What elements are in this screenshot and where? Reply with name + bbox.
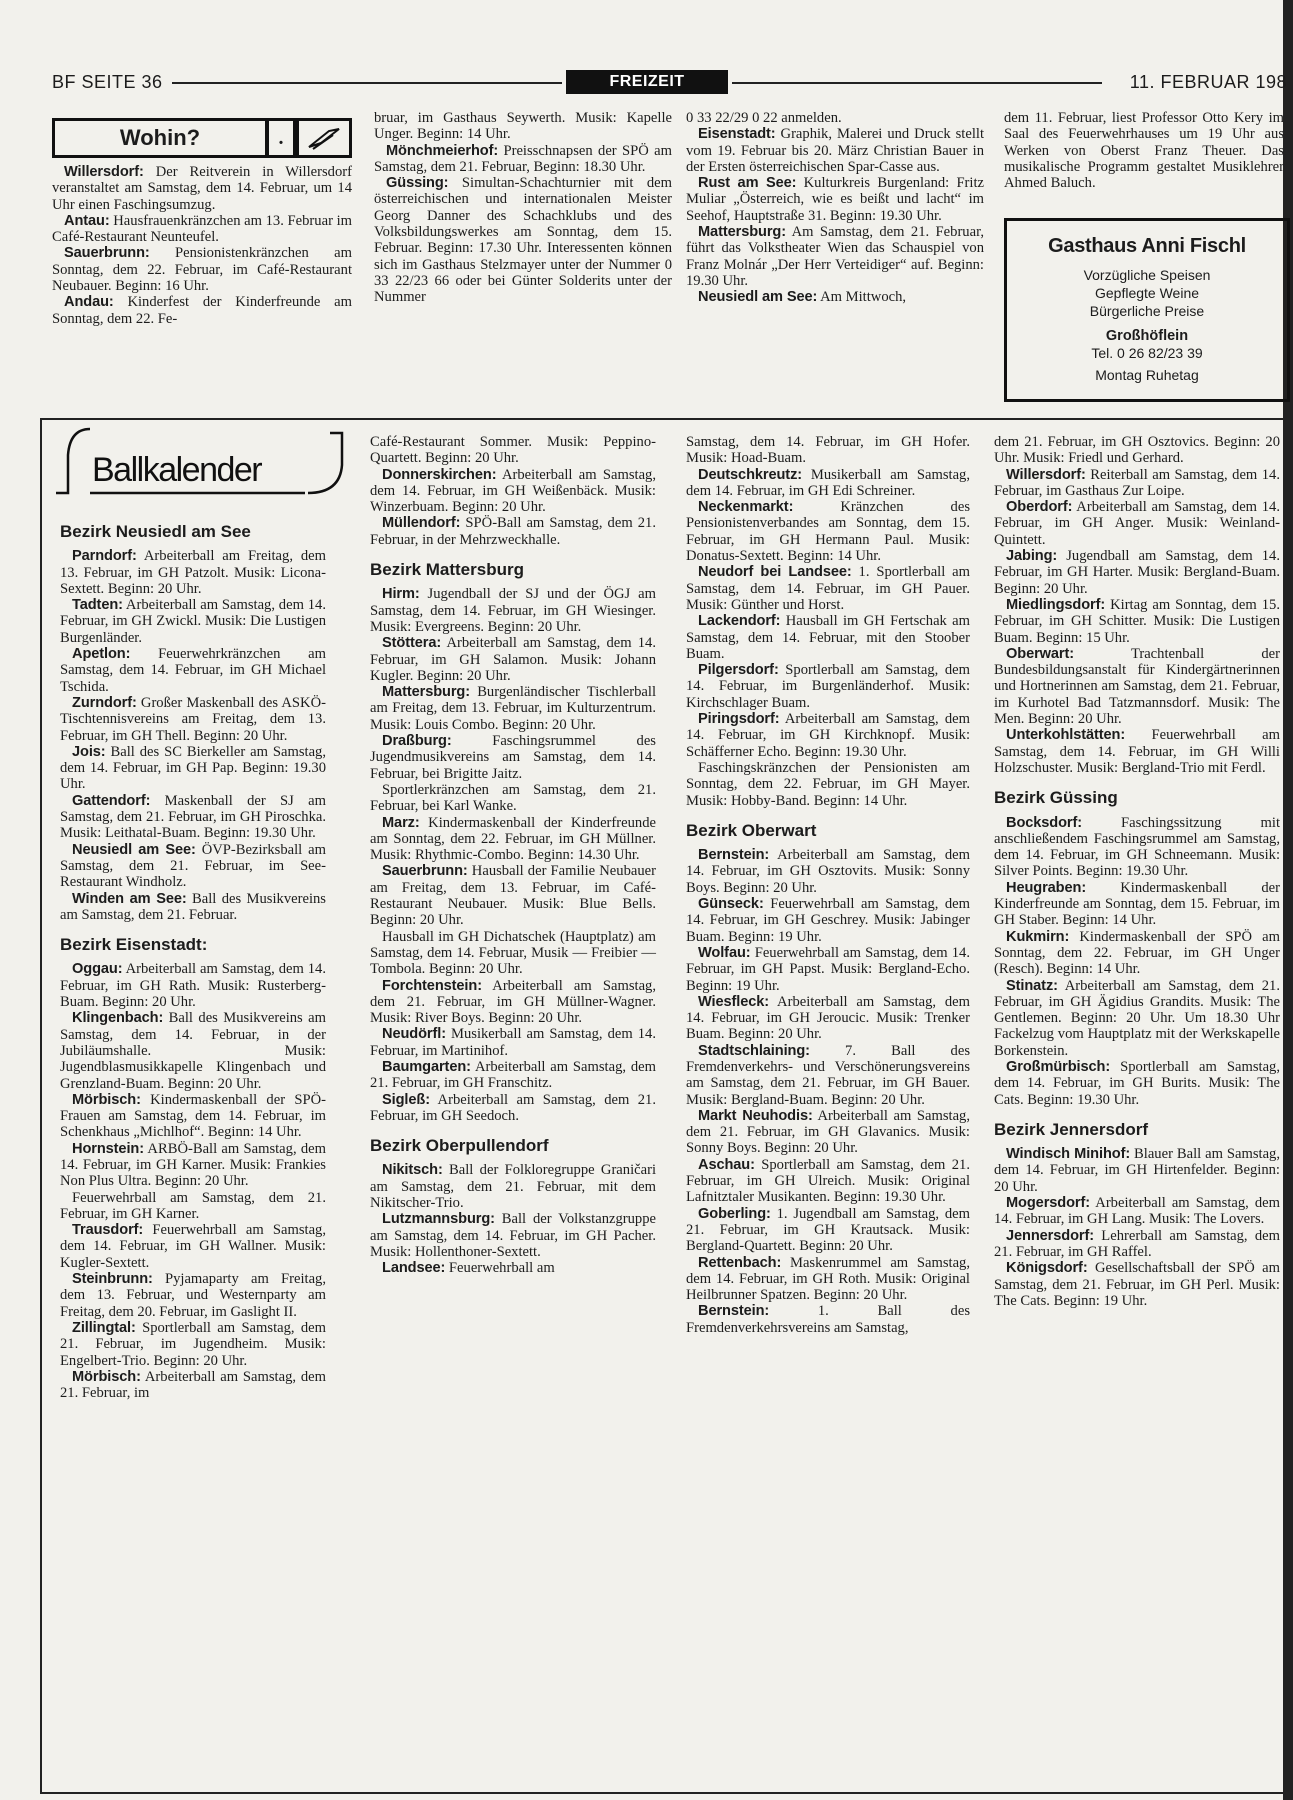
entry-text: Hausfrauenkränzchen am 13. Februar im Café-Restaurant Neunteufel. xyxy=(52,212,352,246)
entry-place: Neusiedl am See: xyxy=(698,289,818,306)
entry-place: Stinatz: xyxy=(1006,977,1058,994)
ad-line-1: Vorzügliche Speisen xyxy=(1083,267,1211,283)
event-entry xyxy=(686,896,970,945)
event-entry xyxy=(370,1059,656,1092)
wohin-column-3 xyxy=(686,110,984,306)
pen-icon xyxy=(296,118,352,158)
entry-text: Lehrerball am Samstag, dem 21. Februar, im GH Raffel. xyxy=(994,1227,1280,1260)
ad-line-3: Bürgerliche Preise xyxy=(1089,303,1205,319)
entry-text: ÖVP-Bezirksball am Samstag, dem 21. Februar, im See-Restaurant Windholz. xyxy=(60,841,326,891)
entry-text: Kirtag am Sonntag, dem 15. Februar, im GH Schitter. Musik: Die Lustigen Buam. Beginn: 15 Uhr. xyxy=(994,596,1280,646)
header-rule-right xyxy=(732,82,1102,84)
entry-place: Müllendorf: xyxy=(382,515,461,532)
event-entry xyxy=(994,597,1280,646)
event-entry xyxy=(686,760,970,809)
wohin-column-1 xyxy=(52,164,352,327)
event-entry xyxy=(686,1206,970,1255)
entry-place: Mönchmeierhof: xyxy=(386,142,499,159)
event-entry xyxy=(686,994,970,1043)
event-entry xyxy=(686,467,970,500)
entry-place: Mattersburg: xyxy=(382,684,470,701)
event-entry xyxy=(994,1059,1280,1108)
entry-text: Sportlerball am Samstag, dem 21. Februar, im GH Ulreich. Musik: Original Lafnitztaler Musikanten. Beginn: 19.30 Uhr. xyxy=(686,1156,970,1206)
entry-place: Neusiedl am See: xyxy=(72,841,196,858)
entry-text: Ball der Folkloregruppe Graničari am Samstag, dem 21. Februar, mit dem Nikitscher-Trio. xyxy=(370,1162,656,1212)
event-entry xyxy=(60,961,326,1010)
entry-text: Arbeiterball am Samstag, dem 14. Februar, im GH Rath. Musik: Rusterberg-Buam. Beginn: 20 Uhr. xyxy=(60,961,326,1011)
entry-text: Ball des Musikvereins am Samstag, dem 21. Februar. xyxy=(60,890,326,923)
entry-place: Gattendorf: xyxy=(72,792,151,809)
event-entry xyxy=(994,1260,1280,1309)
entry-text: Ball des SC Bierkeller am Samstag, dem 14. Februar, im GH Pap. Beginn: 19.30 Uhr. xyxy=(60,743,326,793)
entry-place: Bocksdorf: xyxy=(1006,814,1083,831)
entry-place: Draßburg: xyxy=(382,733,452,750)
event-entry xyxy=(686,499,970,564)
event-entry xyxy=(60,1222,326,1271)
entry-text: Kindermaskenball der Kinderfreunde am Sonntag, dem 15. Februar, im GH Staber. Beginn: 14 Uhr. xyxy=(994,879,1280,929)
entry-text: Kulturkreis Burgenland: Fritz Muliar „Österreich, wie es beißt und lacht“ im Seehof, Hauptstraße 31. Beginn: 19.30 Uhr. xyxy=(686,175,985,224)
entry-place: Marz: xyxy=(382,814,420,831)
entry-text: Ball der Volkstanzgruppe am Samstag, dem 14. Februar, im GH Pacher. Musik: Hollenthoner-Sextett. xyxy=(370,1211,656,1260)
entry-text: Der Reitverein in Willersdorf veranstaltet am Samstag, dem 14. Februar, um 14 Uhr einen Faschingsumzug. xyxy=(52,164,352,213)
entry-text: Preisschnapsen der SPÖ am Samstag, dem 21. Februar, Beginn: 18.30 Uhr. xyxy=(374,142,672,175)
event-entry xyxy=(994,1228,1280,1261)
entry-place: Lutzmannsburg: xyxy=(382,1211,495,1228)
event-entry xyxy=(370,684,656,733)
event-entry xyxy=(686,126,984,175)
entry-place: Bernstein: xyxy=(698,847,770,864)
entry-text: Gesellschaftsball der SPÖ am Samstag, dem 21. Februar, im GH Perl. Musik: The Cats. Beginn: 19 Uhr. xyxy=(994,1260,1280,1309)
event-entry xyxy=(370,467,656,516)
entry-place: Deutschkreutz: xyxy=(698,466,803,483)
entry-text: SPÖ-Ball am Samstag, dem 21. Februar, in der Mehrzweckhalle. xyxy=(370,515,656,548)
wohin-column-4 xyxy=(1004,110,1284,191)
entry-text: Sportlerball am Samstag, dem 21. Februar, im Jugendheim. Musik: Engelbert-Trio. Beginn: 20 Uhr. xyxy=(60,1319,326,1369)
ad-line-2: Gepflegte Weine xyxy=(1094,285,1200,301)
entry-text: Kinderfest der Kinderfreunde am Sonntag, dem 22. Fe- xyxy=(52,294,352,327)
event-entry xyxy=(686,1255,970,1304)
event-entry xyxy=(370,1260,656,1276)
event-entry xyxy=(370,929,656,978)
entry-text: Arbeiterball am Samstag, dem 14. Februar, im GH Osztovits. Musik: Sonny Boys. Beginn: 20 Uhr. xyxy=(686,847,970,896)
entry-text: Feuerwehrball am Samstag, dem 14. Februar, im GH Geschrey. Musik: Jabinger Buam. Beginn: 19 Uhr. xyxy=(686,896,970,945)
event-entry xyxy=(60,744,326,793)
entry-place: Klingenbach: xyxy=(72,1010,164,1027)
wohin-dot: . xyxy=(266,118,296,158)
entry-text: Pyjamaparty am Freitag, dem 13. Februar, und Westernparty am Freitag, dem 20. Februar, im Gaslight II. xyxy=(60,1271,326,1320)
event-entry xyxy=(686,847,970,896)
entry-place: Oggau: xyxy=(72,961,123,978)
entry-text: bruar, im Gasthaus Seywerth. Musik: Kapelle Unger. Beginn: 14 Uhr. xyxy=(374,110,672,143)
entry-place: Stadtschlaining: xyxy=(698,1042,810,1059)
district-heading: Bezirk Neusiedl am See xyxy=(60,522,251,541)
entry-text: Hausball im GH Fertschak am Samstag, dem 14. Februar, mit den Stoober Buam. xyxy=(686,613,970,662)
issue-date: 11. FEBRUAR 198 xyxy=(1129,72,1287,92)
entry-place: Zurndorf: xyxy=(72,694,137,711)
event-entry xyxy=(60,1141,326,1190)
wohin-column-2 xyxy=(374,110,672,306)
entry-place: Sigleß: xyxy=(382,1091,430,1108)
entry-text: ARBÖ-Ball am Samstag, dem 14. Februar, im GH Karner. Musik: Frankies Non Plus Ultra. Beginn: 20 Uhr. xyxy=(60,1140,326,1190)
event-entry xyxy=(686,1303,970,1336)
entry-place: Eisenstadt: xyxy=(698,126,776,143)
district-heading: Bezirk Oberwart xyxy=(686,820,817,840)
entry-text: Musikerball am Samstag, dem 14. Februar, im GH Edi Schreiner. xyxy=(686,466,970,499)
entry-text: 0 33 22/29 0 22 anmelden. xyxy=(686,110,842,126)
event-entry xyxy=(686,613,970,662)
entry-place: Großmürbisch: xyxy=(1006,1058,1111,1075)
entry-text: Simultan-Schachturnier mit dem österreichischen und internationalen Meister Georg Danner des Schachklubs und des Volksbildungswerkes am Sonntag, dem 15. Februar. Beginn: 17.30 Uhr. Interessenten können sich im Gasthaus Stelzmayer unter der Nummer 0 33 22/23 66 oder bei Günter Solderits unter der Nummer xyxy=(374,175,672,306)
entry-text: Arbeiterball am Samstag, dem 14. Februar, im GH Lang. Musik: The Lovers. xyxy=(994,1195,1280,1228)
ballkalender-heading xyxy=(50,425,350,507)
wohin-title: Wohin? xyxy=(52,118,268,158)
event-entry xyxy=(370,515,656,548)
entry-place: Günseck: xyxy=(698,896,764,913)
event-entry xyxy=(370,1026,656,1059)
entry-text: Arbeiterball am Samstag, dem 14. Februar, im GH Jeroucic. Musik: Trenker Buam. Beginn: 20 Uhr. xyxy=(686,993,970,1043)
entry-text: 7. Ball des Fremdenverkehrs- und Verschönerungsvereins am Samstag, dem 21. Februar, im GH Bauer. Musik: Bergland-Buam. Beginn: 20 Uhr. xyxy=(686,1042,970,1108)
event-entry xyxy=(370,1162,656,1211)
event-entry xyxy=(60,1190,326,1223)
entry-text: Pensionistenkränzchen am Sonntag, dem 22. Februar, im Café-Restaurant Neubauer. Beginn: 16 Uhr. xyxy=(52,245,352,295)
event-entry xyxy=(686,434,970,467)
district-heading: Bezirk Mattersburg xyxy=(370,560,524,580)
entry-place: Forchtenstein: xyxy=(382,977,482,994)
entry-text: Am Samstag, dem 21. Februar, führt das Volkstheater Wien das Schauspiel von Franz Molnár „Der Herr Verteidiger“ auf. Beginn: 19.30 Uhr. xyxy=(686,224,984,289)
entry-text: Arbeiterball am Samstag, dem 21. Februar, im GH Glavanics. Musik: Sonny Boys. Beginn: 20 Uhr. xyxy=(686,1107,971,1157)
section-rubric: FREIZEIT xyxy=(566,70,728,94)
entry-place: Mörbisch: xyxy=(72,1091,141,1108)
entry-place: Jennersdorf: xyxy=(1006,1227,1095,1244)
entry-place: Mörbisch: xyxy=(72,1368,141,1385)
event-entry xyxy=(370,863,656,928)
entry-text: Am Mittwoch, xyxy=(817,289,907,306)
entry-text: Jugendball der SJ und der ÖGJ am Samstag, dem 14. Februar, im GH Wiesinger. Musik: Evergreens. Beginn: 20 Uhr. xyxy=(370,586,656,635)
entry-place: Zillingtal: xyxy=(72,1319,136,1336)
ballkalender-title: Ballkalender xyxy=(92,451,262,489)
entry-place: Mogersdorf: xyxy=(1006,1195,1091,1212)
entry-place: Hornstein: xyxy=(72,1140,144,1157)
district-heading: Bezirk Oberpullendorf xyxy=(370,1136,549,1156)
page-header xyxy=(0,70,1293,96)
event-entry xyxy=(52,245,352,294)
entry-place: Neudörfl: xyxy=(382,1026,446,1043)
event-entry xyxy=(60,646,326,695)
event-entry xyxy=(52,164,352,213)
entry-place: Kukmirn: xyxy=(1006,928,1070,945)
event-entry xyxy=(686,224,984,289)
event-entry xyxy=(374,110,672,143)
event-entry xyxy=(60,548,326,597)
event-entry xyxy=(60,793,326,842)
entry-text: Feuerwehrkränzchen am Samstag, dem 14. Februar, im GH Michael Tschida. xyxy=(60,646,326,695)
entry-place: Baumgarten: xyxy=(382,1058,471,1075)
ad-phone: Tel. 0 26 82/23 39 xyxy=(1091,345,1203,361)
entry-place: Hirm: xyxy=(382,586,420,603)
event-entry xyxy=(60,1369,326,1402)
event-entry xyxy=(370,1211,656,1260)
entry-text: Ball des Musikvereins am Samstag, dem 14. Februar, in der Jubiläumshalle. Musik: Jugendblasmusikkapelle Klingenbach und Grenzland-Buam. Beginn: 20 Uhr. xyxy=(60,1010,326,1092)
entry-place: Unterkohlstätten: xyxy=(1006,727,1126,744)
entry-place: Willersdorf: xyxy=(1006,466,1086,483)
entry-text: Blauer Ball am Samstag, dem 14. Februar, im GH Hirtenfelder. Beginn: 20 Uhr. xyxy=(994,1146,1280,1195)
entry-place: Willersdorf: xyxy=(64,164,144,180)
entry-text: Burgenländischer Tischlerball am Freitag, dem 13. Februar, im Kulturzentrum. Musik: Louis Combo. Beginn: 20 Uhr. xyxy=(370,684,656,733)
entry-place: Miedlingsdorf: xyxy=(1006,596,1106,613)
event-entry xyxy=(52,213,352,246)
event-entry xyxy=(686,711,970,760)
event-entry xyxy=(994,548,1280,597)
event-entry xyxy=(370,635,656,684)
entry-text: Maskenball der SJ am Samstag, dem 21. Februar, im GH Piroschka. Musik: Leithatal-Buam. Beginn: 19.30 Uhr. xyxy=(60,792,326,842)
entry-text: Großer Maskenball des ASKÖ-Tischtennisvereins am Freitag, dem 13. Februar, im GH Thell. Beginn: 20 Uhr. xyxy=(60,694,326,744)
entry-place: Andau: xyxy=(64,294,114,311)
entry-place: Bernstein: xyxy=(698,1303,770,1320)
entry-place: Piringsdorf: xyxy=(698,711,780,728)
event-entry xyxy=(60,695,326,744)
event-entry xyxy=(686,1157,970,1206)
event-entry xyxy=(370,733,656,782)
entry-text: Arbeiterball am Samstag, dem 14. Februar, im GH Kirchknopf. Musik: Schäfferner Echo. Beginn: 19.30 Uhr. xyxy=(686,711,970,760)
entry-text: Arbeiterball am Samstag, dem 14. Februar, im GH Weißenbäck. Musik: Winzerbuam. Beginn: 20 Uhr. xyxy=(370,466,656,516)
entry-text: Arbeiterball am Samstag, dem 14. Februar, im GH Zwickl. Musik: Die Lustigen Burgenländer. xyxy=(60,597,326,646)
entry-place: Aschau: xyxy=(698,1156,755,1173)
entry-text: Feuerwehrball am Samstag, dem 14. Februar, im GH Willi Holzschuster. Musik: Bergland-Trio mit Ferdl. xyxy=(994,727,1280,776)
ballkalender-column-1 xyxy=(60,510,326,1401)
entry-place: Jabing: xyxy=(1006,548,1058,565)
event-entry xyxy=(370,782,656,815)
entry-place: Markt Neuhodis: xyxy=(698,1107,813,1124)
entry-place: Antau: xyxy=(64,212,110,229)
entry-text: Graphik, Malerei und Druck stellt vom 19. Februar bis 20. März Christian Bauer in der Ersten österreichischen Spar-Casse aus. xyxy=(686,126,984,175)
entry-place: Tadten: xyxy=(72,597,123,614)
entry-text: Feuerwehrball am Samstag, dem 14. Februar, im GH Wallner. Musik: Kugler-Sextett. xyxy=(60,1222,326,1271)
entry-text: 1. Sportlerball am Samstag, dem 14. Februar, im GH Pauer. Musik: Günther und Horst. xyxy=(686,564,970,613)
event-entry xyxy=(994,727,1280,776)
event-entry xyxy=(686,1043,970,1108)
entry-place: Neckenmarkt: xyxy=(698,499,794,516)
entry-place: Oberdorf: xyxy=(1006,499,1073,516)
entry-place: Windisch Minihof: xyxy=(1006,1146,1131,1163)
entry-text: Arbeiterball am Samstag, dem 14. Februar, im GH Anger. Musik: Weinland-Quintett. xyxy=(994,499,1280,548)
entry-text: Arbeiterball am Samstag, dem 21. Februar, im xyxy=(60,1368,326,1402)
event-entry xyxy=(686,564,970,613)
event-entry xyxy=(994,646,1280,727)
entry-place: Mattersburg: xyxy=(698,224,786,241)
entry-text: Faschingssitzung mit anschließendem Faschingsrummel am Samstag, dem 14. Februar, im GH Schneemann. Musik: Silver Points. Beginn: 19.30 Uhr. xyxy=(994,814,1280,880)
entry-place: Donnerskirchen: xyxy=(382,466,497,483)
entry-text: Feuerwehrball am Samstag, dem 21. Februar, im GH Karner. xyxy=(60,1189,326,1222)
wohin-heading xyxy=(52,118,352,156)
entry-place: Oberwart: xyxy=(1006,645,1075,662)
entry-text: Kindermaskenball der SPÖ am Sonntag, dem 22. Februar, im GH Unger (Resch). Beginn: 14 Uhr. xyxy=(994,928,1280,978)
entry-place: Steinbrunn: xyxy=(72,1271,153,1288)
event-entry xyxy=(60,1010,326,1091)
event-entry xyxy=(60,842,326,891)
entry-text: Kränzchen des Pensionistenverbandes am Sonntag, dem 15. Februar, im GH Hermann Paul. Musik: Donatus-Sextett. Beginn: 14 Uhr. xyxy=(686,499,970,565)
event-entry xyxy=(686,289,984,305)
event-entry xyxy=(686,110,984,126)
entry-text: Reiterball am Samstag, dem 14. Februar, im Gasthaus Zur Loipe. xyxy=(994,466,1280,499)
entry-text: Arbeiterball am Samstag, dem 21. Februar, im GH Seedoch. xyxy=(370,1091,656,1124)
event-entry xyxy=(370,978,656,1027)
entry-text: 1. Jugendball am Samstag, dem 21. Februar, im GH Krautsack. Musik: Bergland-Quartett. Beginn: 20 Uhr. xyxy=(686,1205,970,1255)
event-entry xyxy=(994,978,1280,1059)
entry-text: Sportlerball am Samstag, dem 14. Februar, im GH Burits. Musik: The Cats. Beginn: 19.30 Uhr. xyxy=(994,1058,1280,1108)
entry-place: Trausdorf: xyxy=(72,1222,144,1239)
event-entry xyxy=(1004,110,1284,191)
district-heading: Bezirk Güssing xyxy=(994,788,1118,808)
district-heading: Bezirk Eisenstadt: xyxy=(60,935,208,955)
event-entry xyxy=(370,1092,656,1125)
event-entry xyxy=(994,815,1280,880)
ballkalender-column-3 xyxy=(686,434,970,1336)
entry-text: Hausball der Familie Neubauer am Freitag, dem 13. Februar, im Café-Restaurant Neubauer. Musik: Blue Bells. Beginn: 20 Uhr. xyxy=(370,863,656,929)
event-entry xyxy=(370,434,656,467)
entry-text: Café-Restaurant Sommer. Musik: Peppino-Quartett. Beginn: 20 Uhr. xyxy=(370,434,656,467)
entry-text: Arbeiterball am Freitag, dem 13. Februar, im GH Patzolt. Musik: Licona-Sextett. Beginn: 20 Uhr. xyxy=(60,548,326,597)
ballkalender-column-4 xyxy=(994,434,1280,1309)
event-entry xyxy=(60,891,326,924)
entry-place: Neudorf bei Landsee: xyxy=(698,564,852,581)
ballkalender-column-2 xyxy=(370,434,656,1277)
event-entry xyxy=(994,434,1280,467)
event-entry xyxy=(994,467,1280,500)
entry-text: Arbeiterball am Samstag, dem 14. Februar, im GH Salamon. Musik: Johann Kugler. Beginn: 20 Uhr. xyxy=(370,635,656,684)
entry-place: Wolfau: xyxy=(698,944,751,961)
entry-text: Faschingsrummel des Jugendmusikvereins am Samstag, dem 14. Februar, bei Brigitte Jaitz. xyxy=(370,733,656,782)
event-entry xyxy=(686,945,970,994)
event-entry xyxy=(686,1108,970,1157)
entry-text: Kindermaskenball der Kinderfreunde am Sonntag, dem 22. Februar, im GH Müllner. Musik: Rhythmic-Combo. Beginn: 14.30 Uhr. xyxy=(370,814,656,864)
event-entry xyxy=(994,880,1280,929)
entry-text: Arbeiterball am Samstag, dem 21. Februar, im GH Franschitz. xyxy=(370,1058,656,1092)
entry-place: Landsee: xyxy=(382,1260,446,1277)
entry-place: Apetlon: xyxy=(72,646,131,663)
entry-text: dem 21. Februar, im GH Osztovics. Beginn: 20 Uhr. Musik: Friedl und Gerhard. xyxy=(994,434,1280,467)
header-rule-left xyxy=(172,82,562,84)
event-entry xyxy=(60,1092,326,1141)
event-entry xyxy=(60,597,326,646)
event-entry xyxy=(60,1271,326,1320)
entry-place: Rust am See: xyxy=(698,175,797,192)
entry-place: Sauerbrunn: xyxy=(382,863,468,880)
event-entry xyxy=(374,175,672,305)
entry-place: Winden am See: xyxy=(72,890,187,907)
event-entry xyxy=(686,662,970,711)
event-entry xyxy=(374,143,672,176)
entry-text: Hausball im GH Dichatschek (Hauptplatz) am Samstag, dem 14. Februar, Musik — Freibier — Tombola. Beginn: 20 Uhr. xyxy=(370,928,656,978)
entry-place: Wiesfleck: xyxy=(698,993,770,1010)
entry-text: Arbeiterball am Samstag, dem 21. Februar, im GH Ägidius Grandits. Musik: The Gentlemen. Beginn: 20 Uhr. Um 18.30 Uhr Fackelzug vom Hauptplatz mit der Werkskapelle Borkenstein. xyxy=(994,977,1280,1059)
event-entry xyxy=(994,1146,1280,1195)
entry-text: Musikerball am Samstag, dem 14. Februar, im Martinihof. xyxy=(370,1026,656,1059)
entry-place: Stöttera: xyxy=(382,635,442,652)
district-heading: Bezirk Jennersdorf xyxy=(994,1119,1148,1139)
entry-text: Kindermaskenball der SPÖ-Frauen am Samstag, dem 14. Februar, im Schenkhaus „Michlhof“. Beginn: 14 Uhr. xyxy=(60,1091,326,1141)
event-entry xyxy=(60,1320,326,1369)
ad-town: Großhöflein xyxy=(1105,328,1189,344)
entry-text: Maskenrummel am Samstag, dem 14. Februar, im GH Roth. Musik: Original Heilbrunner Spatzen. Beginn: 20 Uhr. xyxy=(686,1254,970,1304)
entry-place: Jois: xyxy=(72,743,106,760)
event-entry xyxy=(52,294,352,327)
entry-place: Rettenbach: xyxy=(698,1254,782,1271)
entry-text: 1. Ball des Fremdenverkehrsvereins am Samstag, xyxy=(686,1303,970,1336)
entry-place: Parndorf: xyxy=(72,548,137,565)
ad-title: Gasthaus Anni Fischl xyxy=(1048,235,1246,257)
entry-text: Sportlerkränzchen am Samstag, dem 21. Februar, bei Karl Wanke. xyxy=(370,781,656,815)
entry-place: Heugraben: xyxy=(1006,879,1087,896)
event-entry xyxy=(686,175,984,224)
ad-closed: Montag Ruhetag xyxy=(1095,367,1199,383)
entry-place: Lackendorf: xyxy=(698,613,781,630)
event-entry xyxy=(994,499,1280,548)
entry-text: Jugendball am Samstag, dem 14. Februar, im GH Harter. Musik: Bergland-Buam. Beginn: 20 Uhr. xyxy=(994,548,1280,597)
entry-place: Goberling: xyxy=(698,1205,771,1222)
entry-text: Sportlerball am Samstag, dem 14. Februar, im Burgenländerhof. Musik: Kirchschlager Buam. xyxy=(686,662,970,711)
page-number: BF SEITE 36 xyxy=(52,72,163,92)
ad-gasthaus-fischl xyxy=(1004,218,1290,402)
event-entry xyxy=(994,1195,1280,1228)
event-entry xyxy=(370,815,656,864)
entry-place: Sauerbrunn: xyxy=(64,245,150,262)
entry-place: Güssing: xyxy=(386,175,449,192)
entry-text: Trachtenball der Bundesbildungsanstalt für Kindergärtnerinnen und Hortnerinnen am Samstag, dem 21. Februar, im Kurhotel Bad Tatzmannsdorf. Musik: The Men. Beginn: 20 Uhr. xyxy=(994,645,1280,728)
entry-text: dem 11. Februar, liest Professor Otto Kery im Saal des Feuerwehrhauses um 19 Uhr aus Werken von Oberst Franz Theuer. Das musikalische Programm gestaltet Musiklehrer Ahmed Baluch. xyxy=(1004,110,1284,192)
entry-place: Königsdorf: xyxy=(1006,1260,1088,1277)
entry-text: Feuerwehrball am xyxy=(445,1260,555,1277)
entry-text: Feuerwehrball am Samstag, dem 14. Februar, im GH Papst. Musik: Bergland-Echo. Beginn: 19 Uhr. xyxy=(686,944,970,994)
event-entry xyxy=(994,929,1280,978)
entry-place: Nikitsch: xyxy=(382,1162,443,1179)
entry-place: Pilgersdorf: xyxy=(698,662,779,679)
entry-text: Faschingskränzchen der Pensionisten am Sonntag, dem 22. Februar, im GH Mayer. Musik: Hobby-Band. Beginn: 14 Uhr. xyxy=(686,759,970,809)
event-entry xyxy=(370,586,656,635)
entry-text: Arbeiterball am Samstag, dem 21. Februar, im GH Müllner-Wagner. Musik: River Boys. Beginn: 20 Uhr. xyxy=(370,977,656,1027)
entry-text: Samstag, dem 14. Februar, im GH Hofer. Musik: Hoad-Buam. xyxy=(686,434,970,467)
